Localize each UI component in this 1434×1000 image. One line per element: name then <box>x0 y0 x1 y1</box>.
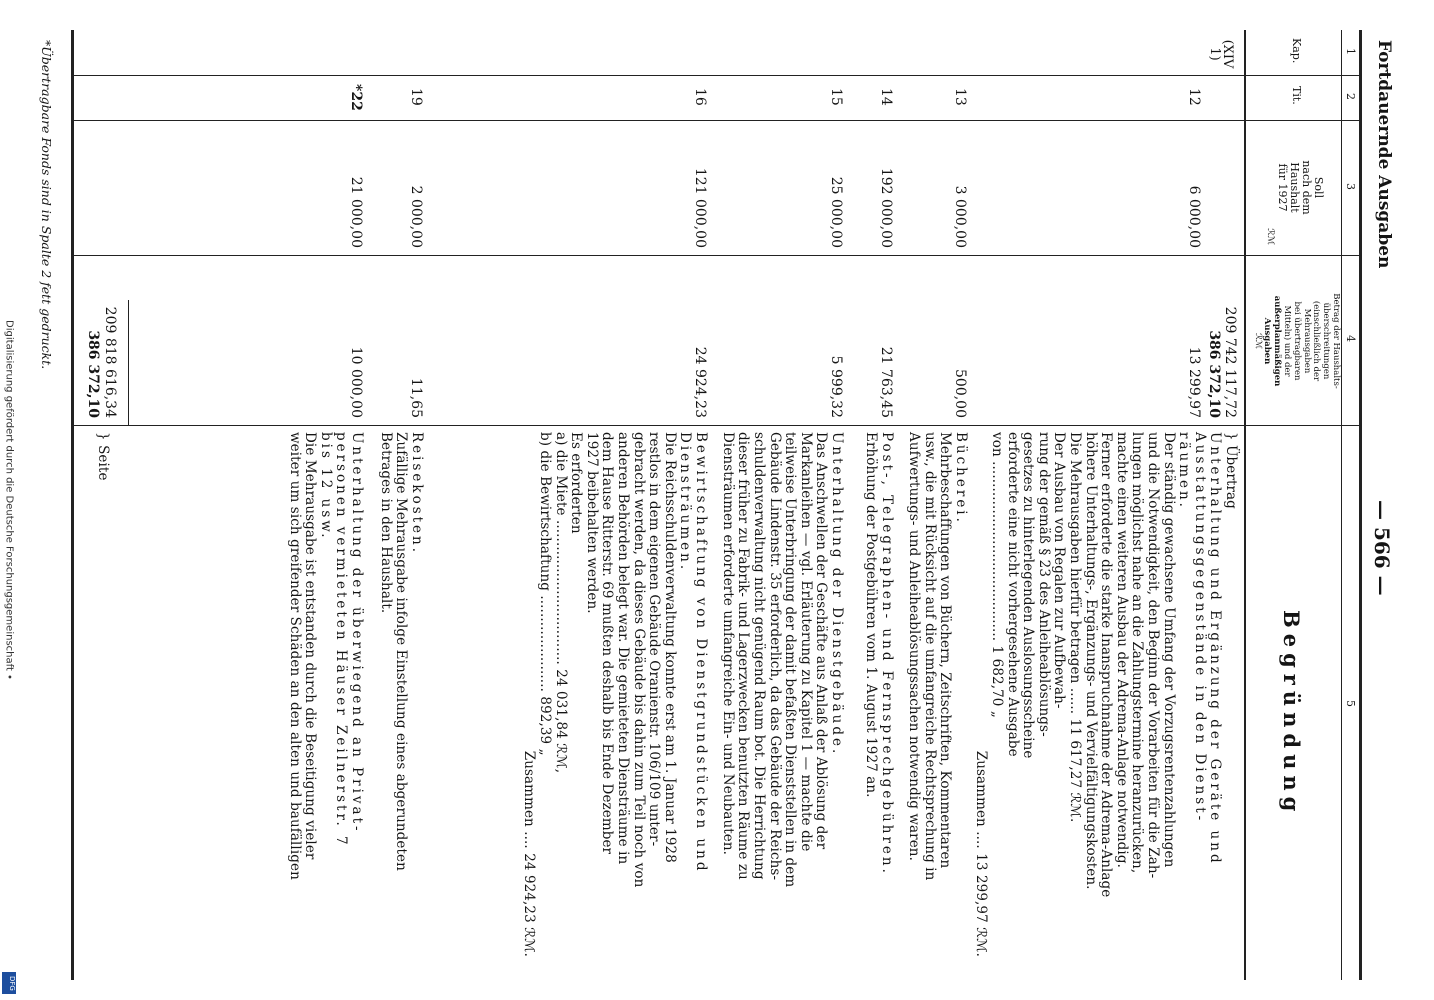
section-title: Fortdauernde Ausgaben <box>1374 40 1394 269</box>
row-text-13 <box>906 432 968 977</box>
text-line: Es erforderten <box>568 432 585 534</box>
text-line: Reisekosten. <box>409 432 425 556</box>
text-line: anderen Behörden belegt war. Die gemieteten Diensträume in <box>615 432 632 865</box>
row-kap: (XIV 1) <box>1207 39 1235 69</box>
text-line: Ferner erforderte die starke Inanspruchnahme der Adrema-Anlage <box>1098 432 1115 898</box>
text-line: Ausstattungsgegenstände in den Dienst- <box>1191 432 1208 824</box>
text-line: höhere Unterhaltungs-, Ergänzungs- und Vervielfältigungskosten. <box>1082 432 1099 890</box>
betrag-line-6: Mitteln) und der <box>1282 305 1293 377</box>
row-betrag: 11,65 <box>408 377 424 418</box>
row-text-15 <box>719 432 844 977</box>
text-line: Die Mehrausgaben hierfür betragen ...... 11 617,27 ℛℳ. <box>1067 432 1084 823</box>
row-betrag: 21 763,45 <box>878 346 894 418</box>
row-tit: *22 <box>348 84 364 111</box>
text-line: Unterhaltung und Ergänzung der Geräte und <box>1207 432 1224 866</box>
col-number-5: 5 <box>1344 700 1357 707</box>
text-line: rung der gemäß § 23 des Anleiheablösungs- <box>1035 432 1052 737</box>
row-betrag: 10 000,00 <box>348 346 364 418</box>
text-line: gebracht werden, da dieses Gebäude bis dahin zum Teil noch von <box>630 432 647 888</box>
text-line: schuldenverwaltung nicht genügend Raum bot. Die Herrichtung <box>751 432 768 880</box>
col-divider-4 <box>72 425 1362 426</box>
betrag-line-7: außerplanmäßigen <box>1272 295 1283 387</box>
table-bottom-rule <box>71 30 74 980</box>
text-line: dem Hause Ritterstr. 69 mußten deshalb bis Ende Dezember <box>599 432 616 855</box>
text-line: Zufällige Mehrausgabe infolge Einstellung eines abgerundeten <box>393 432 410 871</box>
text-line: Das Anschwellen der Geschäfte aus Anlaß der Ablösung der <box>813 432 830 850</box>
text-line: erforderte eine nicht vorhergesehene Ausgabe <box>1004 432 1021 757</box>
row-soll: 21 000,00 <box>348 176 364 248</box>
text-line: personen vermieteten Häuser Zeilnerstr. 7 <box>333 432 350 848</box>
header-soll <box>1264 130 1324 245</box>
row-tit: 13 <box>952 88 968 106</box>
soll-line-4: für 1927 <box>1276 163 1289 212</box>
text-line: gesetzes zu hinterlegenden Auslosungsscheine <box>1020 432 1037 759</box>
text-line: machte einen weiteren Ausbau der Adrema-Anlage notwendig. <box>1113 432 1130 868</box>
row-tit: 16 <box>692 88 708 106</box>
row-betrag: 500,00 <box>952 369 968 418</box>
text-line: Bewirtschaftung von Dienstgrundstücken und <box>693 432 709 874</box>
text-line: Mehrbeschaffungen von Büchern, Zeitschriften, Kommentaren <box>937 432 954 869</box>
row-text-16 <box>521 432 708 977</box>
text-line: a) die Miete ................................. 24 031,84 ℛℳ, <box>552 432 569 774</box>
row-betrag: 24 924,23 <box>692 346 708 418</box>
row-tit: 14 <box>878 88 894 106</box>
header-begruendung: Begründung <box>1279 610 1304 818</box>
betrag-unit: ℛℳ <box>1252 333 1263 349</box>
text-line: Gebäude Lindenstr. 35 erforderlich, da das Gebäude der Reichs- <box>766 432 783 881</box>
row-tit: 15 <box>828 88 844 106</box>
soll-unit: ℛℳ <box>1265 228 1275 245</box>
soll-line-1: Soll <box>1312 176 1325 199</box>
header-kap: Kap. <box>1290 38 1303 64</box>
footnote: *Übertragbare Fonds sind in Spalte 2 fett gedruckt. <box>39 40 54 370</box>
carry-label: } Seite <box>95 432 111 481</box>
text-line: Markanleihen — vgl. Erläuterung zu Kapitel 1 — machte die <box>797 432 814 852</box>
text-line: Bücherei. <box>953 432 969 525</box>
total-line: Zusammen .... 24 924,23 ℛℳ. <box>521 750 538 957</box>
col-number-3: 3 <box>1344 183 1357 190</box>
text-line: und die Notwendigkeit, den Beginn der Vorarbeiten für die Zah- <box>1145 432 1162 879</box>
text-line: Die Reichsschuldenverwaltung konnte erst am 1. Januar 1928 <box>661 432 678 863</box>
col-number-4: 4 <box>1344 335 1357 342</box>
text-line: weiter um sich greifender Schäden an den alten und baufälligen <box>286 432 303 880</box>
row-soll: 6 000,00 <box>1186 185 1202 248</box>
text-line: von ......................................... 1 682,70 „ <box>989 432 1006 718</box>
row-betrag: 5 999,32 <box>828 355 844 418</box>
text-line: Post-, Telegraphen- und Fernsprechgebühren. <box>879 432 895 876</box>
text-line: Unterhaltung der Dienstgebäude. <box>829 432 845 757</box>
soll-line-3: Haushalt <box>1288 162 1301 213</box>
row-soll: 2 000,00 <box>408 185 424 248</box>
row-soll: 192 000,00 <box>878 167 894 248</box>
col-divider-3 <box>72 255 1362 256</box>
page-number: — 566 — <box>1370 500 1394 596</box>
col-divider-1 <box>72 75 1362 76</box>
carry-total: 209 818 616,34 <box>102 306 118 418</box>
betrag-line-1: Betrag der Haushalts- <box>1331 293 1341 389</box>
sum-rule <box>128 300 129 425</box>
betrag-line-2: überschreitungen <box>1321 302 1332 380</box>
betrag-line-5: bei übertragbaren <box>1291 301 1302 381</box>
text-line: Der ständig gewachsene Umfang der Vorzugsrentenzahlungen <box>1160 432 1177 868</box>
carry-total-bold: 386 372,10 <box>85 330 101 418</box>
row-soll: 25 000,00 <box>828 176 844 248</box>
row-text-14 <box>863 432 894 977</box>
text-line: usw., die mit Rücksicht auf die umfangreiche Rechtsprechung in <box>921 432 938 881</box>
soll-line-2: nach dem <box>1300 160 1313 215</box>
betrag-line-4: Mehrausgaben <box>1301 308 1312 374</box>
text-line: b) die Bewirtschaftung ...................... 892,39 „ <box>537 432 554 756</box>
header-tit: Tit. <box>1290 86 1303 105</box>
text-line: Der Ausbau von Regalen zur Aufbewah- <box>1051 432 1068 709</box>
column-number-rule <box>1341 30 1342 980</box>
text-line: lungen möglichst nahe an die Zahlungstermine heranzurücken, <box>1129 432 1146 874</box>
row-betrag-carry: 209 742 117,72 <box>1222 306 1238 418</box>
row-tit: 19 <box>408 88 424 106</box>
total-line: Zusammen .... 13 299,97 ℛℳ. <box>973 750 990 957</box>
dfg-logo: DFG <box>2 972 16 994</box>
col-number-2: 2 <box>1344 93 1357 100</box>
col-divider-2 <box>72 120 1362 121</box>
betrag-line-3: (einschließlich der <box>1311 300 1322 382</box>
text-line: restlos in dem eigenen Gebäude Oranienstr. 106/109 unter- <box>646 432 663 847</box>
text-line: Erhöhung der Postgebühren vom 1. August 1927 an. <box>863 432 880 798</box>
row-betrag-carry-bold: 386 372,10 <box>1206 330 1222 418</box>
text-line: Betrages in den Haushalt. <box>377 432 394 614</box>
text-line: Die Mehrausgabe ist entstanden durch die Beseitigung vieler <box>302 432 319 860</box>
text-line: } Übertrag <box>1223 432 1239 509</box>
header-betrag <box>1252 262 1340 420</box>
row-tit: 12 <box>1186 88 1202 106</box>
text-line: dieser früher zu Fabrik- und Lagerzwecken benutzten Räume zu <box>735 432 752 880</box>
row-text-12 <box>973 432 1238 977</box>
row-soll: 3 000,00 <box>952 185 968 248</box>
table-top-rule <box>1359 30 1362 980</box>
betrag-line-8: Ausgaben <box>1262 317 1273 365</box>
text-line: Aufwertungs- und Anleiheablösungssachen notwendig waren. <box>906 432 923 861</box>
text-line: Unterhaltung der überwiegend an Privat- <box>349 432 365 834</box>
text-line: räumen. <box>1176 432 1193 510</box>
text-line: teilweise Unterbringung der damit befaßten Dienststellen in dem <box>782 432 799 888</box>
col-number-1: 1 <box>1344 48 1357 55</box>
row-soll: 121 000,00 <box>692 167 708 248</box>
text-line: Diensträumen. <box>677 432 694 573</box>
row-text-19 <box>377 432 424 977</box>
credit-text: Digitalisierung gefördert durch die Deutsche Forschungsgemeinschaft • <box>3 320 15 680</box>
text-line: bis 12 usw. <box>317 432 334 541</box>
row-betrag: 13 299,97 <box>1186 346 1202 418</box>
row-text-22 <box>286 432 364 977</box>
text-line: Diensträumen erforderte umfangreiche Ein- und Neubauten. <box>719 432 736 856</box>
text-line: 1927 beibehalten werden. <box>583 432 600 614</box>
header-bottom-rule <box>1244 30 1246 980</box>
